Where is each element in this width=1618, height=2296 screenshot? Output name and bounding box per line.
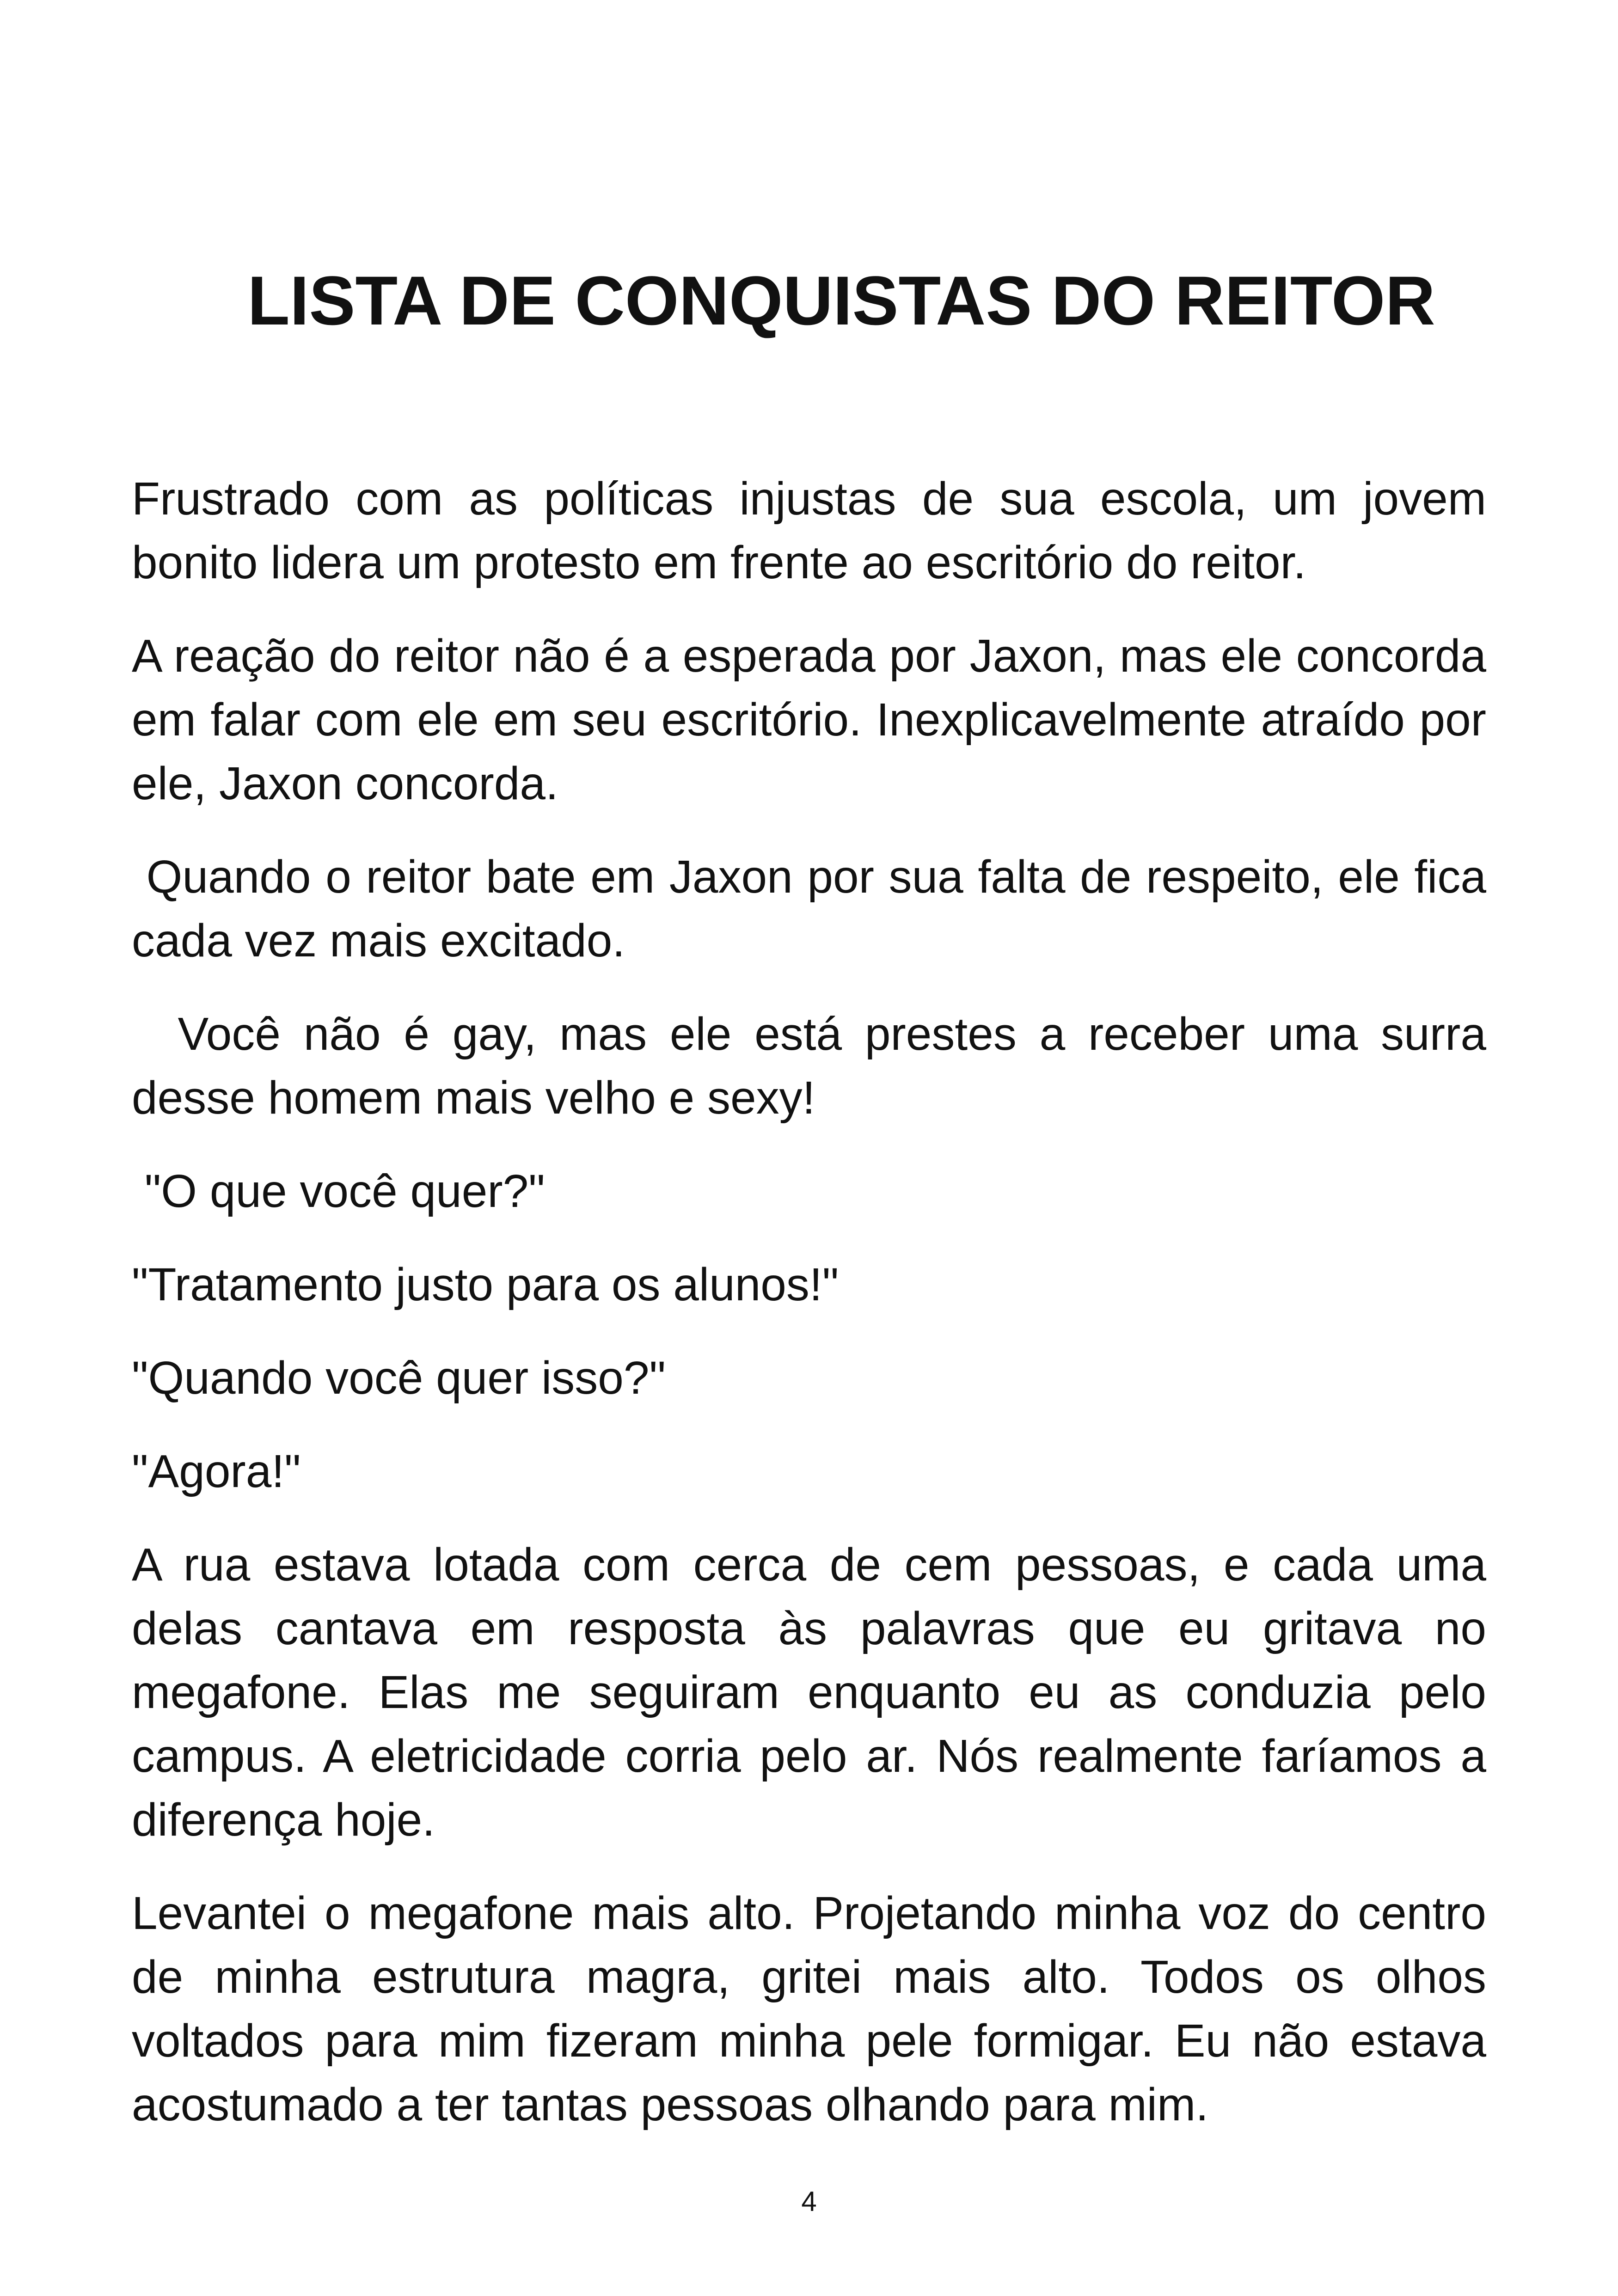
paragraph-1: Frustrado com as políticas injustas de sua escola, um jovem bonito lidera um protesto em frente ao escritório do reitor. xyxy=(132,473,1499,588)
body-text xyxy=(132,467,1499,2166)
paragraph-5: "O que você quer?" xyxy=(132,1165,545,1217)
paragraph-6: "Tratamento justo para os alunos!" xyxy=(132,1259,839,1310)
paragraph-2: A reação do reitor não é a esperada por Jaxon, mas ele concorda em falar com ele em seu escritório. Inexplicavelmente atraído por ele, Jaxon concorda. xyxy=(132,630,1499,809)
paragraph-3: Quando o reitor bate em Jaxon por sua falta de respeito, ele fica cada vez mais excitado. xyxy=(132,851,1499,967)
paragraph-9: A rua estava lotada com cerca de cem pessoas, e cada uma delas cantava em resposta às palavras que eu gritava no megafone. Elas me seguiram enquanto eu as conduzia pelo campus. A eletricidade corria pelo ar. Nós realmente faríamos a diferença hoje. xyxy=(132,1539,1499,1846)
paragraph-8: "Agora!" xyxy=(132,1445,301,1497)
chapter-title: LISTA DE CONQUISTAS DO REITOR xyxy=(247,262,1435,339)
page-number: 4 xyxy=(801,2186,817,2217)
paragraph-4: Você não é gay, mas ele está prestes a receber uma surra desse homem mais velho e sexy! xyxy=(132,1008,1499,1124)
paragraph-10: Levantei o megafone mais alto. Projetando minha voz do centro de minha estrutura magra, gritei mais alto. Todos os olhos voltados para mim fizeram minha pele formigar. Eu não estava acostumado a ter tantas pessoas olhando para mim. xyxy=(132,1887,1499,2131)
paragraph-7: "Quando você quer isso?" xyxy=(132,1352,666,1404)
